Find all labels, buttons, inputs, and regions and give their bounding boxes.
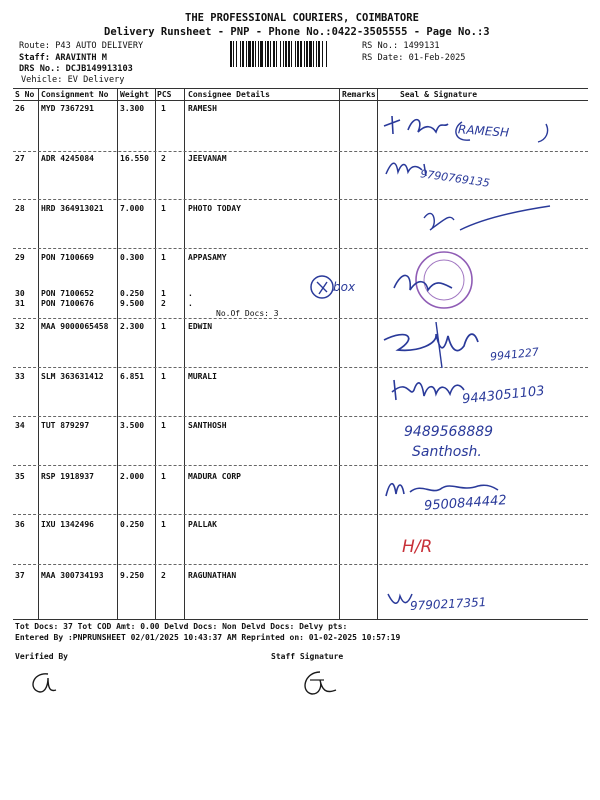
barcode-bar xyxy=(322,41,323,67)
table-cell-weight: 16.550 xyxy=(120,154,149,163)
vehicle: Vehicle: EV Delivery xyxy=(21,75,125,85)
row-separator xyxy=(13,248,588,249)
barcode-bar xyxy=(265,41,266,67)
table-cell-consignment: SLM 363631412 xyxy=(41,372,104,381)
barcode-bar xyxy=(304,41,305,67)
handwritten-note: box xyxy=(333,280,356,294)
table-cell-sno: 37 xyxy=(15,571,25,580)
table-cell-consignment: PON 7100669 xyxy=(41,253,94,262)
table-cell-sno: 31 xyxy=(15,299,25,308)
barcode-bar xyxy=(273,41,275,67)
barcode-bar xyxy=(270,41,271,67)
barcode-bar xyxy=(248,41,251,67)
col-header-consignee: Consignee Details xyxy=(188,90,270,99)
handwritten-phone: 9489568889 xyxy=(404,424,494,440)
table-cell-weight: 7.000 xyxy=(120,204,145,213)
barcode-bar xyxy=(267,41,269,67)
table-cell-consignee: JEEVANAM xyxy=(188,154,227,163)
col-divider xyxy=(184,88,185,619)
barcode-bar xyxy=(313,41,314,67)
totals-line: Tot Docs: 37 Tot COD Amt: 0.00 Delvd Docs: Non Delvd Docs: Delvy pts: xyxy=(15,622,348,631)
barcode-bar xyxy=(297,41,299,67)
signature-scribble xyxy=(388,372,468,404)
table-cell-sno: 32 xyxy=(15,322,25,331)
barcode-bar xyxy=(236,41,237,67)
verified-by-label: Verified By xyxy=(15,652,68,661)
table-header-rule xyxy=(13,100,588,101)
handwritten-name: Santhosh. xyxy=(412,444,482,460)
col-header-seal: Seal & Signature xyxy=(400,90,478,99)
col-header-weight: Weight xyxy=(120,90,149,99)
row-separator xyxy=(13,367,588,368)
handwritten-phone: 9500844442 xyxy=(423,493,508,514)
table-cell-consignee: PALLAK xyxy=(188,520,217,529)
table-cell-sno: 28 xyxy=(15,204,25,213)
table-cell-sno: 36 xyxy=(15,520,25,529)
table-cell-consignment: ADR 4245084 xyxy=(41,154,94,163)
verifier-signature xyxy=(26,668,66,698)
table-cell-weight: 6.851 xyxy=(120,372,145,381)
handwritten-phone: 9443051103 xyxy=(461,383,546,408)
table-cell-weight: 3.500 xyxy=(120,421,145,430)
barcode-bar xyxy=(291,41,292,67)
table-cell-consignment: MYD 7367291 xyxy=(41,104,94,113)
table-cell-consignee: . xyxy=(188,289,193,298)
staff-signature-label: Staff Signature xyxy=(271,652,344,661)
company-name: THE PROFESSIONAL COURIERS, COIMBATORE xyxy=(185,12,419,24)
table-cell-consignee: EDWIN xyxy=(188,322,213,331)
row-separator xyxy=(13,465,588,466)
barcode-bar xyxy=(230,41,232,67)
col-divider xyxy=(38,88,39,619)
barcode-bar xyxy=(300,41,302,67)
table-cell-consignment: MAA 9000065458 xyxy=(41,322,109,331)
table-cell-consignee: . xyxy=(188,299,193,308)
table-cell-consignee: RAGUNATHAN xyxy=(188,571,237,580)
col-header-consignment: Consignment No xyxy=(41,90,109,99)
table-cell-pcs: 2 xyxy=(161,299,166,308)
barcode-bar xyxy=(252,41,254,67)
table-cell-consignment: PON 7100652 xyxy=(41,289,94,298)
table-cell-weight: 9.250 xyxy=(120,571,145,580)
table-cell-sno: 29 xyxy=(15,253,25,262)
barcode-bar xyxy=(309,41,312,67)
company-seal-stamp xyxy=(392,248,482,316)
barcode-bar xyxy=(246,41,247,67)
table-cell-pcs: 1 xyxy=(161,520,166,529)
row-separator xyxy=(13,416,588,417)
rs-date: RS Date: 01-Feb-2025 xyxy=(362,53,466,63)
row-separator xyxy=(13,318,588,319)
handwritten-name: RAMESH xyxy=(457,122,510,140)
entered-by-line: Entered By :PNPRUNSHEET 02/01/2025 10:43:37 AM Reprinted on: 01-02-2025 10:57:19 xyxy=(15,633,401,642)
table-cell-consignee: PHOTO TODAY xyxy=(188,204,241,213)
handwritten-phone: 9941227 xyxy=(489,345,540,364)
barcode-bar xyxy=(260,41,263,67)
table-cell-pcs: 2 xyxy=(161,154,166,163)
signature-scribble xyxy=(378,322,488,370)
table-cell-sno: 33 xyxy=(15,372,25,381)
table-cell-weight: 2.000 xyxy=(120,472,145,481)
table-cell-weight: 0.250 xyxy=(120,520,145,529)
handwritten-remark: H/R xyxy=(402,537,433,557)
table-cell-weight: 3.300 xyxy=(120,104,145,113)
table-cell-pcs: 1 xyxy=(161,204,166,213)
staff: Staff: ARAVINTH M xyxy=(19,53,107,63)
row-separator xyxy=(13,151,588,152)
drs-number: DRS No.: DCJB149913103 xyxy=(19,64,133,74)
table-cell-consignment: TUT 879297 xyxy=(41,421,90,430)
barcode xyxy=(230,41,358,67)
table-cell-weight: 2.300 xyxy=(120,322,145,331)
table-cell-pcs: 1 xyxy=(161,322,166,331)
barcode-bar xyxy=(306,41,308,67)
table-cell-consignment: PON 7100676 xyxy=(41,299,94,308)
barcode-bar xyxy=(288,41,290,67)
barcode-bar xyxy=(255,41,256,67)
table-cell-weight: 0.250 xyxy=(120,289,145,298)
col-divider xyxy=(339,88,340,619)
table-cell-pcs: 1 xyxy=(161,421,166,430)
barcode-bar xyxy=(283,41,284,67)
col-header-sno: S No xyxy=(15,90,35,99)
barcode-bar xyxy=(240,41,241,67)
table-cell-consignment: MAA 300734193 xyxy=(41,571,104,580)
barcode-bar xyxy=(258,41,259,67)
barcode-bar xyxy=(280,41,281,67)
table-cell-consignee: MADURA CORP xyxy=(188,472,241,481)
rs-number: RS No.: 1499131 xyxy=(362,41,440,51)
table-cell-pcs: 2 xyxy=(161,571,166,580)
table-cell-consignee: MURALI xyxy=(188,372,217,381)
table-cell-weight: 0.300 xyxy=(120,253,145,262)
col-header-remarks: Remarks xyxy=(342,90,376,99)
barcode-bar xyxy=(285,41,287,67)
table-cell-consignee: RAMESH xyxy=(188,104,217,113)
col-header-pcs: PCS xyxy=(157,90,172,99)
table-cell-sno: 34 xyxy=(15,421,25,430)
table-cell-sno: 27 xyxy=(15,154,25,163)
table-cell-consignment: HRD 364913021 xyxy=(41,204,104,213)
table-cell-pcs: 1 xyxy=(161,372,166,381)
no-of-docs: No.Of Docs: 3 xyxy=(216,309,279,318)
barcode-bar xyxy=(233,41,234,67)
table-cell-sno: 26 xyxy=(15,104,25,113)
table-cell-pcs: 1 xyxy=(161,289,166,298)
row-separator xyxy=(13,564,588,565)
table-cell-pcs: 1 xyxy=(161,104,166,113)
runsheet-title: Delivery Runsheet - PNP - Phone No.:0422-3505555 - Page No.:3 xyxy=(104,26,490,38)
signature-scribble xyxy=(420,200,555,236)
staff-signature xyxy=(296,668,340,698)
table-cell-weight: 9.500 xyxy=(120,299,145,308)
barcode-bar xyxy=(326,41,327,67)
table-cell-consignment: RSP 1918937 xyxy=(41,472,94,481)
row-separator xyxy=(13,514,588,515)
table-cell-consignee: APPASAMY xyxy=(188,253,227,262)
table-cell-sno: 35 xyxy=(15,472,25,481)
handwritten-phone: 9790769135 xyxy=(419,167,491,190)
handwritten-phone: 9790217351 xyxy=(409,595,487,613)
barcode-bar xyxy=(316,41,317,67)
col-divider xyxy=(117,88,118,619)
barcode-bar xyxy=(276,41,277,67)
table-cell-consignee: SANTHOSH xyxy=(188,421,227,430)
barcode-bar xyxy=(318,41,320,67)
barcode-bar xyxy=(242,41,244,67)
table-top-rule xyxy=(13,88,588,89)
table-cell-consignment: IXU 1342496 xyxy=(41,520,94,529)
table-cell-pcs: 1 xyxy=(161,253,166,262)
barcode-bar xyxy=(295,41,296,67)
table-cell-sno: 30 xyxy=(15,289,25,298)
table-cell-pcs: 1 xyxy=(161,472,166,481)
col-divider xyxy=(155,88,156,619)
route: Route: P43 AUTO DELIVERY xyxy=(19,41,144,51)
table-bottom-rule xyxy=(13,619,588,620)
